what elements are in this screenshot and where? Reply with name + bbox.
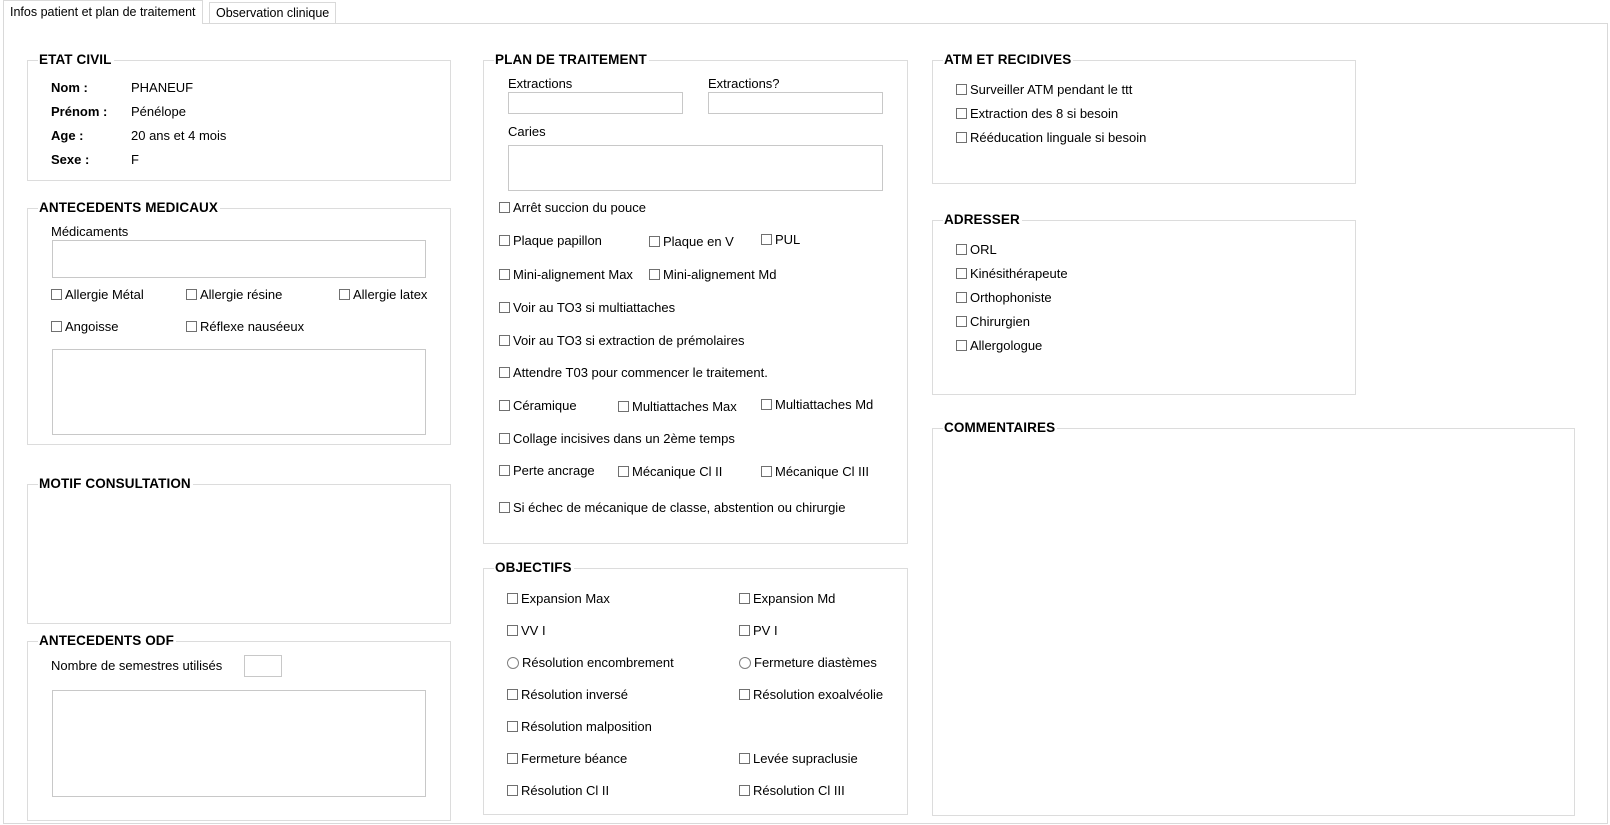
checkbox-label: Allergie latex: [353, 287, 428, 302]
checkbox-icon: [507, 785, 518, 796]
checkbox-icon: [739, 785, 750, 796]
checkbox-label: Rééducation linguale si besoin: [970, 130, 1147, 145]
checkbox-icon: [649, 236, 660, 247]
checkbox-icon: [956, 316, 967, 327]
checkbox-label: Orthophoniste: [970, 290, 1052, 305]
checkbox-icon: [499, 302, 510, 313]
checkbox-plaque-papillon[interactable]: [499, 233, 602, 248]
checkbox-icon: [186, 289, 197, 300]
checkbox-orl[interactable]: [956, 242, 997, 257]
checkbox-icon: [507, 753, 518, 764]
checkbox-label: PV I: [753, 623, 778, 638]
checkbox-icon: [956, 268, 967, 279]
checkbox-icon: [499, 367, 510, 378]
checkbox-label: Céramique: [513, 398, 577, 413]
checkbox-resolution-cl2[interactable]: [507, 783, 609, 798]
checkbox-label: Mécanique Cl II: [632, 464, 723, 479]
group-title: ADRESSER: [944, 212, 1020, 227]
checkbox-label: Multiattaches Max: [632, 399, 737, 414]
checkbox-collage-incisives[interactable]: [499, 431, 735, 446]
checkbox-icon: [739, 593, 750, 604]
label-sexe: Sexe :: [51, 152, 90, 167]
checkbox-vv-i[interactable]: [507, 623, 546, 638]
checkbox-voir-to3-multiattaches[interactable]: [499, 300, 675, 315]
group-plan-traitement: [483, 52, 908, 544]
checkbox-icon: [499, 400, 510, 411]
extractions-q-input[interactable]: [708, 92, 883, 114]
value-sexe: F: [131, 152, 139, 167]
checkbox-label: ORL: [970, 242, 997, 257]
group-adresser: [932, 212, 1356, 395]
checkbox-icon: [956, 292, 967, 303]
checkbox-label: Allergie résine: [200, 287, 283, 302]
tab-infos-patient[interactable]: Infos patient et plan de traitement: [3, 0, 203, 24]
checkbox-kinesitherapeute[interactable]: [956, 266, 1068, 281]
checkbox-label: Perte ancrage: [513, 463, 595, 478]
checkbox-angoisse[interactable]: [51, 319, 118, 334]
checkbox-fermeture-beance[interactable]: [507, 751, 627, 766]
checkbox-resolution-malposition[interactable]: [507, 719, 652, 734]
checkbox-label: Chirurgien: [970, 314, 1030, 329]
radio-label: Fermeture diastèmes: [754, 655, 877, 670]
checkbox-multiattaches-max[interactable]: [618, 399, 737, 414]
checkbox-plaque-en-v[interactable]: [649, 234, 734, 249]
checkbox-icon: [507, 593, 518, 604]
checkbox-chirurgien[interactable]: [956, 314, 1030, 329]
checkbox-label: Réflexe nauséeux: [200, 319, 305, 334]
checkbox-levee-supraclusie[interactable]: [739, 751, 858, 766]
checkbox-mecanique-cl3[interactable]: [761, 464, 869, 479]
checkbox-icon: [499, 235, 510, 246]
checkbox-label: Multiattaches Md: [775, 397, 874, 412]
group-title: COMMENTAIRES: [944, 420, 1056, 435]
caries-input[interactable]: [508, 145, 883, 191]
group-title: OBJECTIFS: [495, 560, 572, 575]
group-antecedents-odf: [27, 633, 451, 821]
checkbox-label: Attendre T03 pour commencer le traitement.: [513, 365, 768, 380]
checkbox-icon: [507, 625, 518, 636]
label-age: Age :: [51, 128, 84, 143]
antecedents-odf-notes[interactable]: [52, 690, 426, 797]
checkbox-icon: [186, 321, 197, 332]
checkbox-icon: [761, 466, 772, 477]
checkbox-label: Plaque papillon: [513, 233, 602, 248]
checkbox-icon: [51, 321, 62, 332]
checkbox-orthophoniste[interactable]: [956, 290, 1052, 305]
checkbox-icon: [761, 234, 772, 245]
checkbox-label: Mini-alignement Md: [663, 267, 777, 282]
checkbox-label: Mini-alignement Max: [513, 267, 633, 282]
checkbox-label: Résolution Cl III: [753, 783, 845, 798]
checkbox-label: Arrêt succion du pouce: [513, 200, 646, 215]
checkbox-icon: [507, 721, 518, 732]
checkbox-allergie-latex[interactable]: [339, 287, 427, 302]
label-extractions: Extractions: [508, 76, 573, 91]
checkbox-icon: [739, 689, 750, 700]
checkbox-label: Si échec de mécanique de classe, abstention ou chirurgie: [513, 500, 846, 515]
checkbox-perte-ancrage[interactable]: [499, 463, 595, 478]
checkbox-label: PUL: [775, 232, 801, 247]
checkbox-allergie-resine[interactable]: [186, 287, 282, 302]
checkbox-icon: [499, 269, 510, 280]
checkbox-voir-to3-extraction[interactable]: [499, 333, 744, 348]
checkbox-mecanique-cl2[interactable]: [618, 464, 722, 479]
checkbox-icon: [739, 625, 750, 636]
checkbox-attendre-t03[interactable]: [499, 365, 768, 380]
checkbox-resolution-cl3[interactable]: [739, 783, 845, 798]
checkbox-arret-succion[interactable]: [499, 200, 646, 215]
checkbox-label: Voir au TO3 si multiattaches: [513, 300, 676, 315]
checkbox-label: Résolution exoalvéolie: [753, 687, 884, 702]
checkbox-icon: [956, 132, 967, 143]
group-title: MOTIF CONSULTATION: [39, 476, 191, 491]
label-caries: Caries: [508, 124, 546, 139]
group-title: ETAT CIVIL: [39, 52, 112, 67]
semestres-input[interactable]: [244, 655, 282, 677]
checkbox-label: Résolution inversé: [521, 687, 628, 702]
group-title: ANTECEDENTS ODF: [39, 633, 175, 648]
checkbox-extraction-des-8[interactable]: [956, 106, 1118, 121]
group-antecedents-medicaux: [27, 200, 451, 445]
checkbox-icon: [499, 202, 510, 213]
checkbox-icon: [649, 269, 660, 280]
label-prenom: Prénom :: [51, 104, 108, 119]
checkbox-pv-i[interactable]: [739, 623, 778, 638]
group-etat-civil: [27, 52, 451, 181]
checkbox-multiattaches-md[interactable]: [761, 397, 873, 412]
checkbox-icon: [739, 753, 750, 764]
tab-panel: [3, 23, 1608, 824]
checkbox-surveiller-atm[interactable]: [956, 82, 1132, 97]
checkbox-ceramique[interactable]: [499, 398, 577, 413]
checkbox-label: Extraction des 8 si besoin: [970, 106, 1119, 121]
value-prenom: Pénélope: [131, 104, 186, 119]
checkbox-icon: [956, 340, 967, 351]
group-motif-consultation[interactable]: [27, 476, 451, 624]
radio-label: Résolution encombrement: [522, 655, 674, 670]
checkbox-icon: [956, 108, 967, 119]
checkbox-icon: [618, 401, 629, 412]
checkbox-icon: [51, 289, 62, 300]
group-title: ANTECEDENTS MEDICAUX: [39, 200, 219, 215]
tab-observation-clinique[interactable]: Observation clinique: [209, 2, 336, 23]
checkbox-icon: [761, 399, 772, 410]
checkbox-label: Expansion Md: [753, 591, 836, 606]
group-atm-recidives: [932, 52, 1356, 184]
checkbox-label: Mécanique Cl III: [775, 464, 869, 479]
checkbox-label: Expansion Max: [521, 591, 610, 606]
radio-icon: [507, 657, 519, 669]
label-nom: Nom :: [51, 80, 88, 95]
checkbox-label: Voir au TO3 si extraction de prémolaires: [513, 333, 745, 348]
checkbox-label: Allergie Métal: [65, 287, 144, 302]
group-commentaires[interactable]: [932, 420, 1575, 816]
checkbox-label: Levée supraclusie: [753, 751, 858, 766]
checkbox-label: VV I: [521, 623, 546, 638]
checkbox-mini-alignement-md[interactable]: [649, 267, 776, 282]
checkbox-icon: [507, 689, 518, 700]
group-objectifs: [483, 560, 908, 815]
checkbox-label: Allergologue: [970, 338, 1043, 353]
value-age: 20 ans et 4 mois: [131, 128, 227, 143]
tab-strip: [0, 0, 1610, 24]
checkbox-pul[interactable]: [761, 232, 800, 247]
value-nom: PHANEUF: [131, 80, 194, 95]
checkbox-expansion-md[interactable]: [739, 591, 835, 606]
radio-fermeture-diastemes[interactable]: [739, 655, 877, 670]
checkbox-label: Plaque en V: [663, 234, 734, 249]
checkbox-expansion-max[interactable]: [507, 591, 610, 606]
checkbox-label: Angoisse: [65, 319, 119, 334]
checkbox-label: Kinésithérapeute: [970, 266, 1068, 281]
checkbox-resolution-inverse[interactable]: [507, 687, 628, 702]
radio-icon: [739, 657, 751, 669]
checkbox-icon: [499, 502, 510, 513]
checkbox-label: Résolution malposition: [521, 719, 652, 734]
checkbox-icon: [339, 289, 350, 300]
checkbox-icon: [499, 465, 510, 476]
checkbox-icon: [956, 84, 967, 95]
checkbox-label: Résolution Cl II: [521, 783, 610, 798]
checkbox-mini-alignement-max[interactable]: [499, 267, 633, 282]
checkbox-reflexe-nauseeux[interactable]: [186, 319, 304, 334]
radio-resolution-encombrement[interactable]: [507, 655, 674, 670]
checkbox-icon: [956, 244, 967, 255]
group-title: PLAN DE TRAITEMENT: [495, 52, 647, 67]
checkbox-label: Collage incisives dans un 2ème temps: [513, 431, 735, 446]
medicaments-input[interactable]: [52, 240, 426, 278]
label-medicaments: Médicaments: [51, 224, 129, 239]
group-title: ATM ET RECIDIVES: [944, 52, 1072, 67]
checkbox-allergologue[interactable]: [956, 338, 1042, 353]
antecedents-medicaux-notes[interactable]: [52, 349, 426, 435]
checkbox-resolution-exoalveolie[interactable]: [739, 687, 883, 702]
checkbox-si-echec-mecanique[interactable]: [499, 500, 845, 515]
checkbox-icon: [499, 335, 510, 346]
checkbox-reeducation-linguale[interactable]: [956, 130, 1146, 145]
checkbox-allergie-metal[interactable]: [51, 287, 144, 302]
checkbox-icon: [618, 466, 629, 477]
extractions-input[interactable]: [508, 92, 683, 114]
checkbox-label: Surveiller ATM pendant le ttt: [970, 82, 1133, 97]
label-extractions-q: Extractions?: [708, 76, 780, 91]
label-semestres: Nombre de semestres utilisés: [51, 658, 223, 673]
checkbox-icon: [499, 433, 510, 444]
checkbox-label: Fermeture béance: [521, 751, 628, 766]
